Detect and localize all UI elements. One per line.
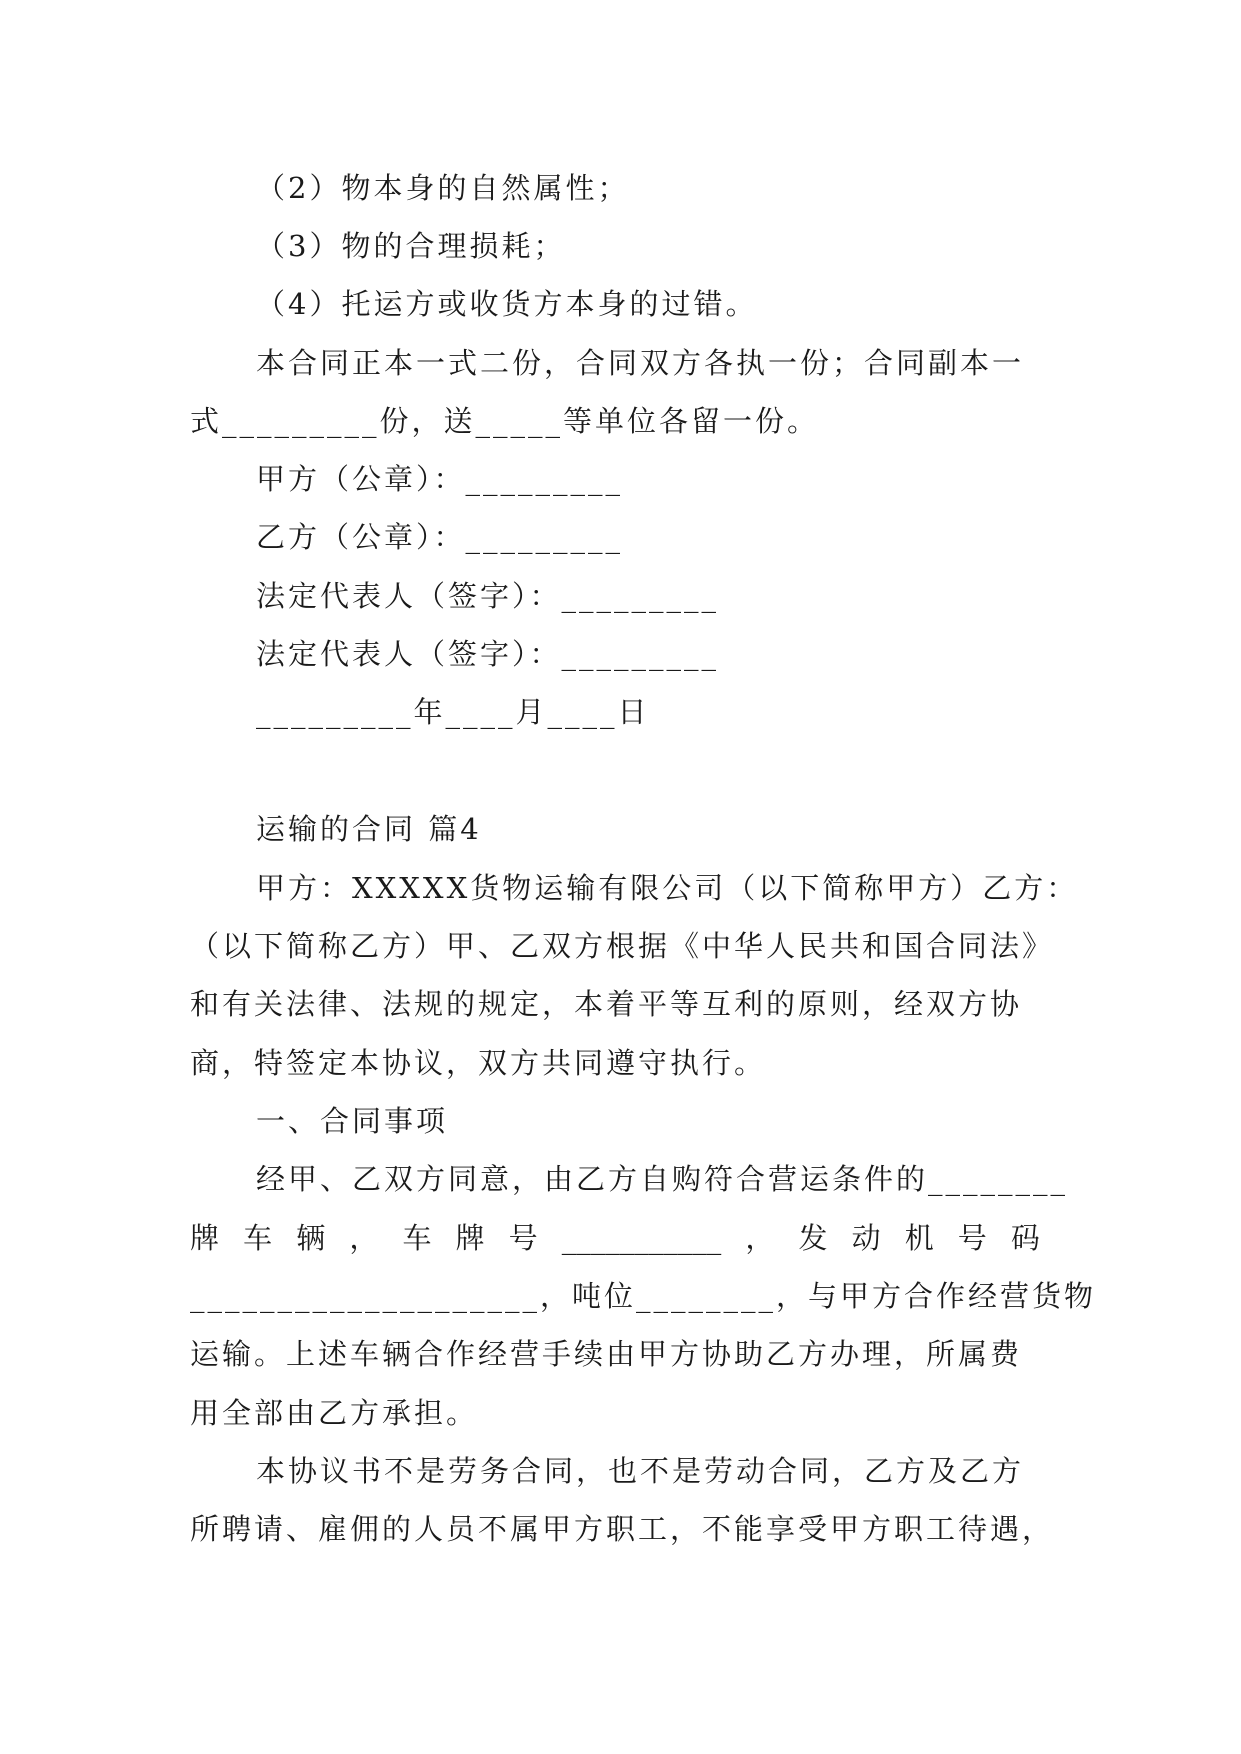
word: 牌	[455, 1221, 485, 1255]
party-b-seal: 乙方（公章）：_________	[256, 520, 624, 554]
items-line-4: 运输。上述车辆合作经营手续由甲方协助乙方办理，所属费	[190, 1337, 1023, 1371]
intro-line-4: 商，特签定本协议，双方共同遵守执行。	[190, 1046, 767, 1080]
clause-2: （2）物本身的自然属性；	[256, 171, 630, 205]
clause-4: （4）托运方或收货方本身的过错。	[256, 287, 758, 321]
legal-rep-signature-1: 法定代表人（签字）：_________	[256, 579, 720, 613]
word: ，	[349, 1221, 379, 1255]
items-line-5: 用全部由乙方承担。	[190, 1396, 479, 1430]
word: ，	[745, 1221, 775, 1255]
copies-paragraph-line-2: 式_________份，送_____等单位各留一份。	[190, 404, 820, 438]
items-line-1: 经甲、乙双方同意，由乙方自购符合营运条件的________	[256, 1162, 1069, 1196]
word: 机	[904, 1221, 934, 1255]
section-heading: 运输的合同 篇4	[256, 812, 482, 846]
clause-3: （3）物的合理损耗；	[256, 229, 566, 263]
word: 号	[508, 1221, 538, 1255]
copies-paragraph-line-1: 本合同正本一式二份，合同双方各执一份；合同副本一	[256, 346, 1025, 380]
date-line: _________年____月____日	[256, 695, 650, 729]
word: 车	[243, 1221, 273, 1255]
intro-line-3: 和有关法律、法规的规定，本着平等互利的原则，经双方协	[190, 987, 1023, 1021]
word: 发	[798, 1221, 828, 1255]
party-a-seal: 甲方（公章）：_________	[256, 462, 624, 496]
agreement-line-1: 本协议书不是劳务合同，也不是劳动合同，乙方及乙方	[256, 1454, 1025, 1488]
items-line-2	[190, 1218, 1040, 1258]
contract-items-heading: 一、合同事项	[256, 1104, 449, 1138]
blank: ___________	[561, 1221, 722, 1255]
word: 号	[957, 1221, 987, 1255]
word: 动	[851, 1221, 881, 1255]
word: 辆	[296, 1221, 326, 1255]
intro-line-2: （以下简称乙方）甲、乙双方根据《中华人民共和国合同法》	[190, 929, 1055, 963]
word: 牌	[190, 1221, 220, 1255]
word: 车	[402, 1221, 432, 1255]
items-line-3: ____________________，吨位________，与甲方合作经营货物	[190, 1279, 1097, 1313]
word: 码	[1010, 1221, 1040, 1255]
agreement-line-2: 所聘请、雇佣的人员不属甲方职工，不能享受甲方职工待遇，	[190, 1512, 1055, 1546]
intro-line-1: 甲方：XXXXX货物运输有限公司（以下简称甲方）乙方：	[256, 871, 1079, 905]
legal-rep-signature-2: 法定代表人（签字）：_________	[256, 637, 720, 671]
